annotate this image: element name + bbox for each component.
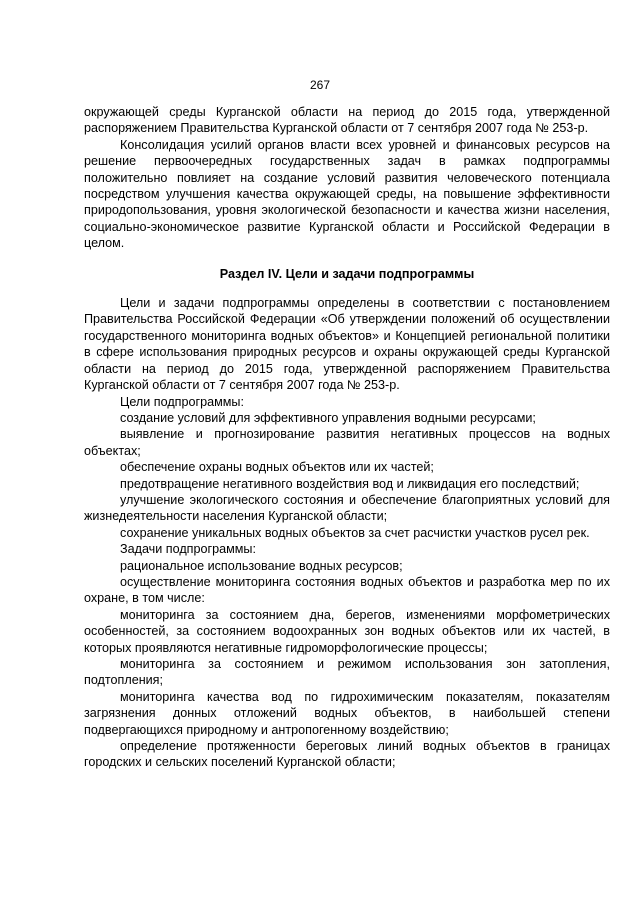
document-body <box>84 104 610 771</box>
paragraph: Консолидация усилий органов власти всех уровней и финансовых ресурсов на решение первоочередных государственных задач в рамках подпрограммы положительно повлияет на создание условий развития человеческого потенциала посредством улучшения качества окружающей среды, на повышение эффективности природопользования, уровня экологической безопасности и качества жизни населения, социально-экономическое развитие Курганской области и Российской Федерации в целом. <box>84 137 610 251</box>
page-number: 267 <box>309 78 331 92</box>
list-item: улучшение экологического состояния и обеспечение благоприятных условий для жизнедеятельности населения Курганской области; <box>84 492 610 524</box>
section-heading: Раздел IV. Цели и задачи подпрограммы <box>219 266 475 281</box>
list-item: сохранение уникальных водных объектов за счет расчистки участков русел рек. <box>120 525 590 540</box>
paragraph: Цели подпрограммы: <box>120 394 244 409</box>
list-item: создание условий для эффективного управления водными ресурсами; <box>120 410 536 425</box>
list-item: мониторинга за состоянием дна, берегов, изменениями морфометрических особенностей, за состоянием водоохранных зон водных объектов или их частей, в которых проявляются негативные гидроморфологические процессы; <box>84 607 610 655</box>
list-item: осуществление мониторинга состояния водных объектов и разработка мер по их охране, в том числе: <box>84 574 610 606</box>
list-item: обеспечение охраны водных объектов или их частей; <box>120 460 434 475</box>
list-item: выявление и прогнозирование развития негативных процессов на водных объектах; <box>84 427 610 458</box>
list-item: мониторинга качества вод по гидрохимическим показателям, показателям загрязнения донных отложений водных объектов, в наибольшей степени подвергающихся природному и антропогенному воздействию; <box>84 689 610 737</box>
paragraph: окружающей среды Курганской области на период до 2015 года, утвержденной распоряжением Правительства Курганской области от 7 сентября 2007 года № 253-р. <box>84 105 610 136</box>
paragraph: Задачи подпрограммы: <box>120 542 256 557</box>
list-item: предотвращение негативного воздействия вод и ликвидация его последствий; <box>120 476 580 491</box>
list-item: рациональное использование водных ресурсов; <box>120 558 403 573</box>
list-item: определение протяженности береговых линий водных объектов в границах городских и сельских поселений Курганской области; <box>84 739 610 770</box>
list-item: мониторинга за состоянием и режимом использования зон затопления, подтопления; <box>84 657 610 688</box>
paragraph: Цели и задачи подпрограммы определены в соответствии с постановлением Правительства Российской Федерации «Об утверждении положений об осуществлении государственного мониторинга водных объектов» и Концепцией региональной политики в сфере использования природных ресурсов и охраны окружающей среды Курганской области на период до 2015 года, утвержденной распоряжением Правительства Курганской области от 7 сентября 2007 года № 253-р. <box>84 296 610 393</box>
